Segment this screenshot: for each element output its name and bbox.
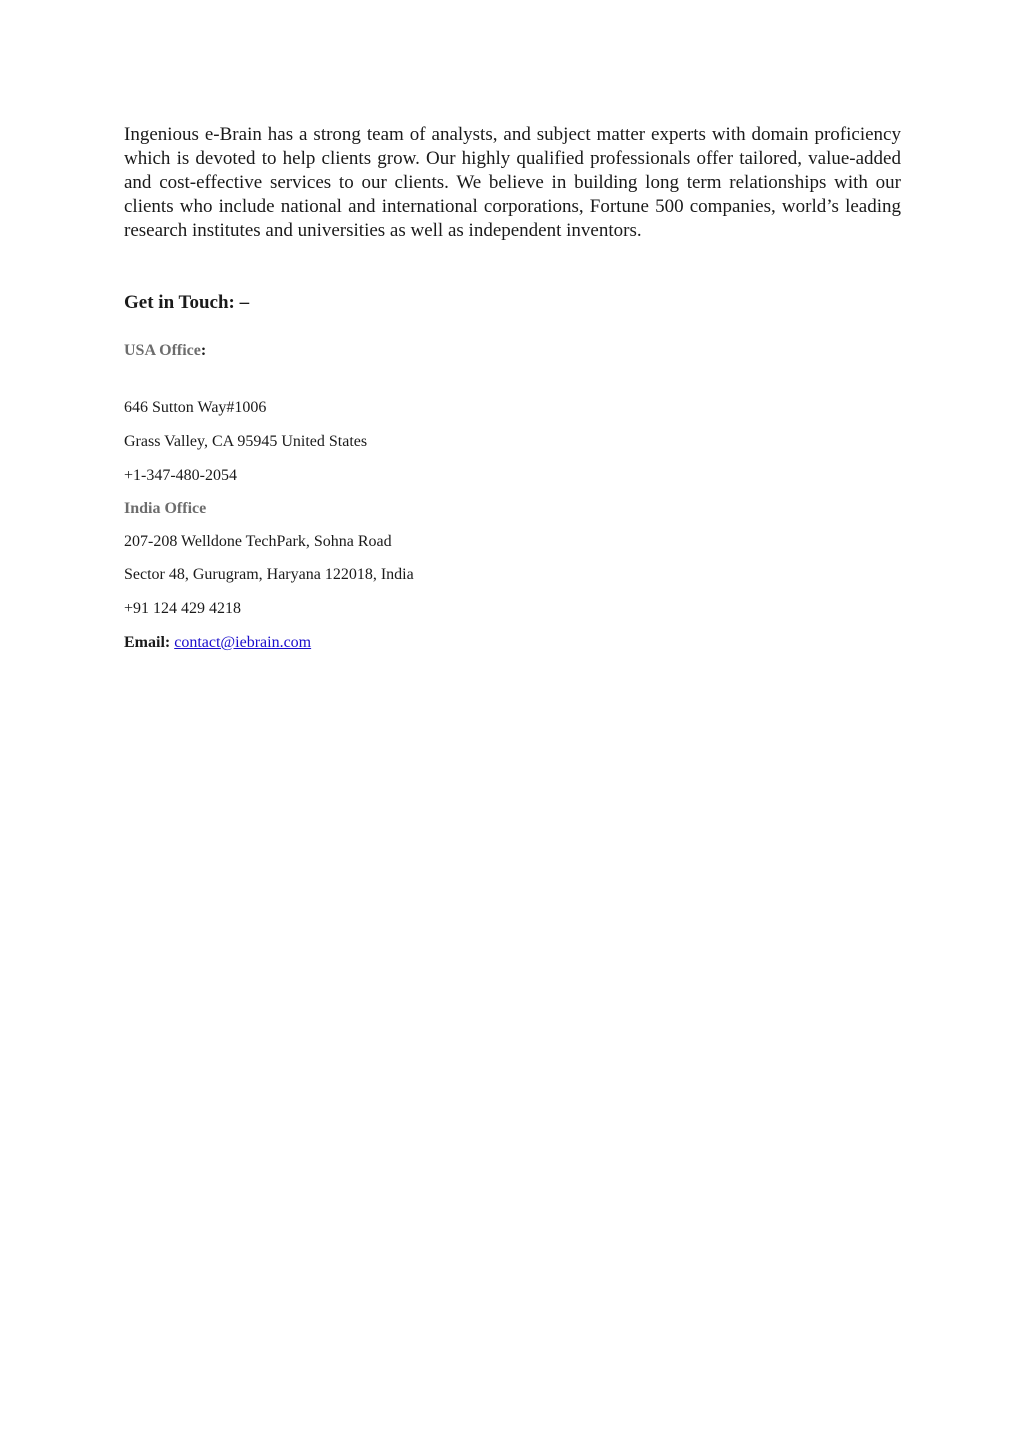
usa-office-heading — [124, 341, 206, 361]
usa-office-label: USA Office — [124, 342, 201, 359]
usa-address-line1: 646 Sutton Way#1006 — [124, 399, 267, 416]
get-in-touch-heading: Get in Touch: – — [124, 292, 250, 313]
document-page — [124, 123, 901, 651]
email-label: Email: — [124, 634, 171, 651]
india-office-heading: India Office — [124, 500, 207, 517]
india-address-line2: Sector 48, Gurugram, Haryana 122018, India — [124, 566, 414, 583]
usa-address-line2: Grass Valley, CA 95945 United States — [124, 433, 368, 450]
india-address-line1: 207-208 Welldone TechPark, Sohna Road — [124, 533, 392, 550]
email-link[interactable]: contact@iebrain.com — [174, 634, 312, 651]
email-row — [124, 633, 311, 653]
intro-paragraph: Ingenious e-Brain has a strong team of analysts, and subject matter experts with domain proficiency which is devoted to help clients grow. Our highly qualified professionals offer tailored, value-added and cost-effective services to our clients. We believe in building long term relationships with our clients who include national and international corporations, Fortune 500 companies, world’s leading research institutes and universities as well as independent inventors. — [124, 124, 901, 241]
india-phone: +91 124 429 4218 — [124, 600, 242, 617]
usa-office-colon: : — [200, 342, 207, 359]
usa-phone: +1-347-480-2054 — [124, 467, 238, 484]
